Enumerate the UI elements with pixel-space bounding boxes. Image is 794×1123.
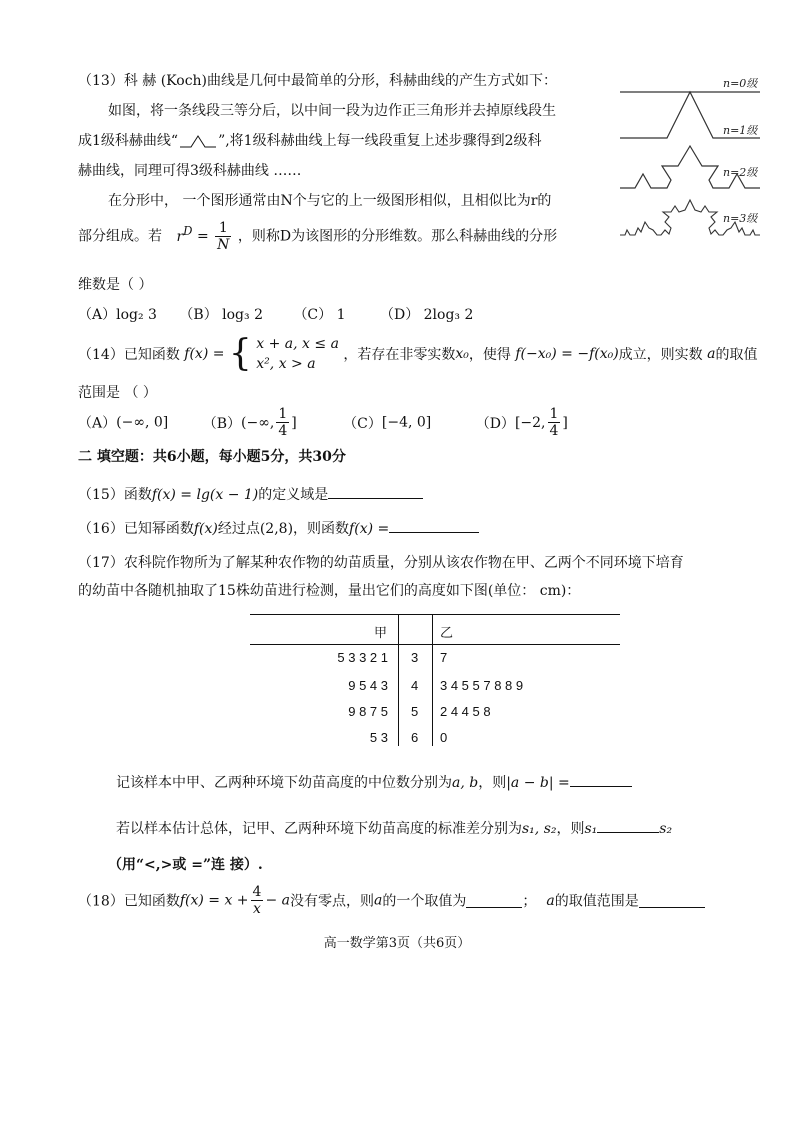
q18: （18）已知函数f(x) = x + $\frac{4}{x}$ − a没有零点，则a的一个取值为 ； a的取值范围是 [78,884,705,917]
table-row-right: 3 4 5 5 7 8 8 9 [440,678,524,693]
q14-option-d: [−2, $\frac{1}{4}$ ] [514,406,568,439]
q13-options [78,304,473,324]
q13-line4: 赫曲线，同理可得3级科赫曲线 …… [78,163,302,179]
q14-option-a: (−∞, 0] [116,414,169,431]
q15: （15）函数f(x) = lg(x − 1)的定义域是 [78,484,423,504]
q13-option-c: （C） 1 [293,307,346,323]
table-row-stem: 5 [411,704,419,719]
q17-answer-blank-2 [597,818,659,833]
table-row-left: 9 5 4 3 [348,678,388,693]
table-head-jia: 甲 [374,625,388,640]
q16-answer-blank [389,518,479,533]
koch-label-n2: n=2级 [723,166,758,179]
q18-answer-blank-2 [639,893,705,908]
table-row-left: 5 3 3 2 1 [337,650,388,665]
q13-line6: 部分组成。若 $r^D$ = $\frac{1}{N}$ ，则称D为该图形的分形维数。那么科赫曲线的分形 [78,220,558,253]
table-row-right: 7 [440,650,448,665]
piecewise-cases: x + a, x ≤ a x², x > a [256,336,339,372]
table-row-left: 9 8 7 5 [348,704,388,719]
page-footer: 高一数学第3页（共6页） [323,936,471,951]
q18-answer-blank-1 [466,893,522,908]
table-row-stem: 3 [411,650,419,665]
q13-line3: 成1级科赫曲线“ ”,将1级科赫曲线上每一线段重复上述步骤得到2级科 [78,133,542,149]
q14-line2: 范围是 （ ） [78,385,157,401]
koch-label-n0: n=0级 [723,77,758,90]
section2-heading: 二 填空题：共6小题，每小题5分，共30分 [78,449,346,465]
fraction-4-over-x: $\frac{4}{x}$ [252,884,262,917]
table-row-stem: 4 [411,678,419,693]
r-var: r [176,228,184,245]
table-head-yi: 乙 [440,625,454,640]
q17-line1: （17）农科院作物所为了解某种农作物的幼苗质量，分别从该农作物在甲、乙两个不同环境下培育 [78,555,684,571]
q14-options: （A）(−∞, 0] （B）(−∞, $\frac{1}{4}$ ] （C）[−4, 0] （D）[−2, $\frac{1}{4}$ ] [78,406,568,439]
fraction-1-over-n: $\frac{1}{N}$ [217,220,230,253]
q13-line5: 在分形中， 一个图形通常由N个与它的上一级图形相似，且相似比为r的 [108,193,552,209]
table-row-right: 2 4 4 5 8 [440,704,491,719]
koch-curve-figure [615,70,765,245]
q13-line1: （13）科 赫 (Koch)曲线是几何中最简单的分形，科赫曲线的产生方式如下： [78,73,558,89]
koch-label-n1: n=1级 [723,124,758,137]
q13-option-d: （D） 2log₃ 2 [379,307,474,323]
q17-line2: 的幼苗中各随机抽取了15株幼苗进行检测，量出它们的高度如下图(单位： cm)： [78,583,581,599]
table-row-left: 5 3 [369,730,388,745]
q17-line4: 若以样本估计总体，记甲、乙两种环境下幼苗高度的标准差分别为s₁, s₂，则s₁ s₂ [116,818,672,838]
q17-answer-blank-1 [570,772,632,787]
q17-line5: （用“<,>或 =”连 接）. [108,857,263,873]
table-row-right: 0 [440,730,448,745]
q15-answer-blank [328,484,423,499]
q14-line1: （14）已知函数 f(x) = { x + a, x ≤ a x², x > a ，若存在非零实数x₀，使得 f(−x₀) = −f(x₀)成立，则实数 a的取值 [78,333,758,374]
table-row-stem: 6 [411,730,419,745]
d-exponent: D [183,223,193,238]
piecewise-brace: { [228,333,252,374]
q17-line3: 记该样本中甲、乙两种环境下幼苗高度的中位数分别为a, b，则|a − b| = [116,772,632,792]
q14-option-c: [−4, 0] [381,414,432,431]
koch-level1-inline-icon [178,132,218,150]
q14-fx: f(x) = [184,346,225,362]
koch-label-n3: n=3级 [723,212,758,225]
q13-option-b: （B） log₃ 2 [179,307,263,323]
q13-option-a: （A）log₂ 3 [78,307,157,323]
q13-line7: 维数是（ ） [78,277,153,293]
q16: （16）已知幂函数f(x)经过点(2,8)，则函数f(x) = [78,518,479,538]
q13-line2: 如图，将一条线段三等分后，以中间一段为边作正三角形并去掉原线段生 [108,103,556,119]
q14-option-b: (−∞, $\frac{1}{4}$ ] [241,406,297,439]
